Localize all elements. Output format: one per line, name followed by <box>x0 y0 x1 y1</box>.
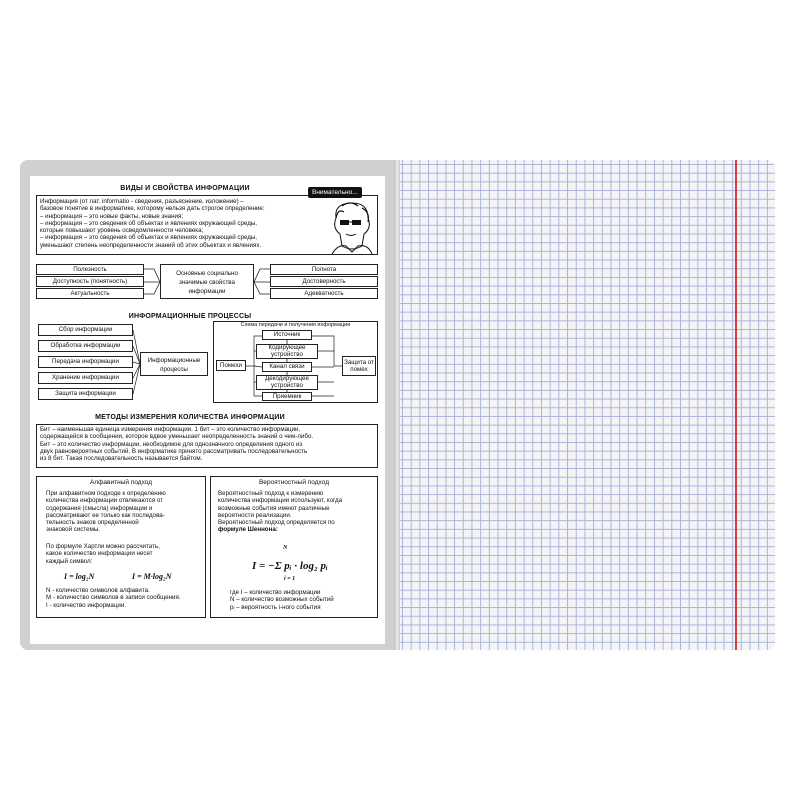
property-adequacy: Адекватность <box>270 288 378 299</box>
process-handle: Обработка информации <box>38 340 133 352</box>
property-relevance: Актуальность <box>36 288 144 299</box>
notebook-grid-page <box>398 160 775 650</box>
scheme-receiver: Приемник <box>262 392 312 401</box>
definition-text: Информация (от лат. informatio - сведения, разъяснение, изложение) – базовое понятие в информатике, которому нельзя дать строгое определение: – информация – это новые факты, новые знания; – информация – это сведения об объектах и явлениях окружающей среды, которые повышают уровень осведомленности человека; – информация – это сведения об объектах и явлениях окружающей среды, уменьшают степень неопределенности знаний об этих объектах и явлениях. <box>40 198 265 249</box>
process-storage: Хранение информации <box>38 372 133 384</box>
bit-definition-text: Бит – наименьшая единица измерения информации. 1 бит – это количество информации, содержащейся в сообщении, которое вдвое уменьшает неопределенность знаний о чем-либо. Бит – это количество информации, необходимое для однозначного определения одного из двух равновероятных событий. В информатике принято рассматривать последовательность из 8 бит. Такая последовательность называется байтом. <box>40 426 314 463</box>
notebook-spine <box>394 160 400 650</box>
scheme-title: Схема передачи и получения информации <box>240 322 351 328</box>
scheme-encoder: Кодирующее устройство <box>256 344 318 359</box>
hartley-text: По формуле Хартли можно рассчитать, какое количество информации несет каждый символ: <box>46 543 160 565</box>
beethoven-portrait-icon <box>328 200 374 254</box>
probability-approach-title: Вероятностный подход <box>258 479 330 486</box>
process-transfer: Передача информации <box>38 356 133 368</box>
hartley-formula: I = log₂N <box>64 572 95 581</box>
shannon-formula: I = −Σ pᵢ · log₂ pᵢ <box>252 560 328 572</box>
alphabet-notes: N - количество символов алфавита. M - количество символов в записи сообщения. I - количество информации. <box>46 587 181 609</box>
scheme-noise: Помехи <box>216 360 246 371</box>
scheme-protection: Защита от помех <box>342 356 376 376</box>
sum-upper-limit: N <box>283 545 288 551</box>
margin-line <box>735 160 737 650</box>
alphabet-approach-text: При алфавитном подходе к определению количества информации отвлекаются от содержания (смысла) информации и рассматривают ее только как последова- тельность знаков определенной знаковой системы. <box>46 490 166 534</box>
property-accessibility: Доступность (понятность) <box>36 276 144 287</box>
probability-approach-text: Вероятностный подход к измерению количества информации используют, когда возможные события имеют различные вероятности реализации. Вероятностный подход определяется по формуле Шеннона: <box>218 490 343 534</box>
scheme-source: Источник <box>262 330 312 340</box>
message-formula: I = M·log₂N <box>132 572 172 581</box>
process-protection: Защита информации <box>38 388 133 400</box>
property-completeness: Полнота <box>270 264 378 275</box>
processes-center-box: Информационные процессы <box>140 352 208 376</box>
properties-center-box: Основные социально значимые свойства информации <box>160 264 254 299</box>
process-collect: Сбор информации <box>38 324 133 336</box>
property-reliability: Достоверность <box>270 276 378 287</box>
scheme-channel: Канал связи <box>262 362 312 372</box>
sum-lower-limit: i = 1 <box>284 576 296 582</box>
property-usefulness: Полезность <box>36 264 144 275</box>
process-connectors <box>133 324 141 400</box>
section-title-types: ВИДЫ И СВОЙСТВА ИНФОРМАЦИИ <box>120 185 250 192</box>
scheme-arrows <box>246 330 342 402</box>
alphabet-approach-title: Алфавитный подход <box>89 479 153 486</box>
probability-notes: где I – количество информации N – количество возможных событий pᵢ – вероятность i-ного события <box>230 589 334 611</box>
section-title-processes: ИНФОРМАЦИОННЫЕ ПРОЦЕССЫ <box>128 313 252 320</box>
speech-bubble: Внимательно... <box>308 187 362 198</box>
section-title-methods: МЕТОДЫ ИЗМЕРЕНИЯ КОЛИЧЕСТВА ИНФОРМАЦИИ <box>95 414 285 421</box>
scheme-decoder: Декодирующее устройство <box>256 375 318 390</box>
property-connectors <box>144 264 270 300</box>
